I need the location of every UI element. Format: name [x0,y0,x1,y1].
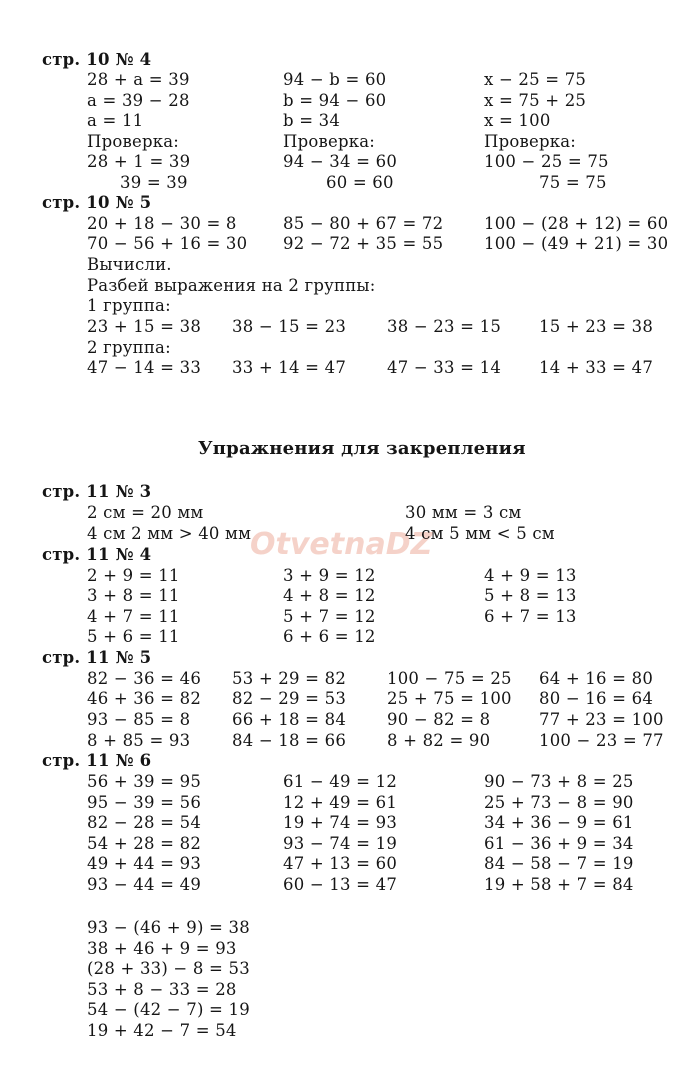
equation: 4 см 5 мм < 5 см [405,524,555,543]
check-label: Проверка: [484,132,577,151]
equation: 92 − 72 + 35 = 55 [283,234,444,253]
equation: 75 = 75 [539,173,607,192]
equation: 77 + 23 = 100 [539,710,664,729]
equation: 4 + 9 = 13 [484,566,577,585]
equation: 23 + 15 = 38 [87,317,202,336]
equation: 14 + 33 = 47 [539,358,654,377]
equation: 47 − 33 = 14 [387,358,502,377]
equation: 90 − 73 + 8 = 25 [484,772,634,791]
equation: 4 + 8 = 12 [283,586,376,605]
equation: 3 + 9 = 12 [283,566,376,585]
equation: 28 + 1 = 39 [87,152,191,171]
equation: 8 + 82 = 90 [387,731,491,750]
instruction-text: Разбей выражения на 2 группы: [87,276,376,295]
equation: 4 см 2 мм > 40 мм [87,524,252,543]
equation: 61 − 36 + 9 = 34 [484,834,634,853]
equation: 19 + 58 + 7 = 84 [484,875,634,894]
group-label: 1 группа: [87,296,171,315]
equation: 100 − 23 = 77 [539,731,664,750]
equation: b = 94 − 60 [283,91,387,110]
equation: 6 + 6 = 12 [283,627,376,646]
equation: 34 + 36 − 9 = 61 [484,813,634,832]
section-heading: стр. 10 № 5 [42,193,152,212]
equation: 84 − 18 = 66 [232,731,347,750]
equation: 2 см = 20 мм [87,503,204,522]
equation: 5 + 8 = 13 [484,586,577,605]
equation: (28 + 33) − 8 = 53 [87,959,250,978]
equation: 8 + 85 = 93 [87,731,191,750]
equation: 80 − 16 = 64 [539,689,654,708]
equation: 53 + 8 − 33 = 28 [87,980,237,999]
equation: 49 + 44 = 93 [87,854,202,873]
equation: 20 + 18 − 30 = 8 [87,214,237,233]
equation: 82 − 28 = 54 [87,813,202,832]
equation: 54 + 28 = 82 [87,834,202,853]
equation: 70 − 56 + 16 = 30 [87,234,248,253]
equation: 94 − b = 60 [283,70,387,89]
equation: 64 + 16 = 80 [539,669,654,688]
equation: 54 − (42 − 7) = 19 [87,1000,250,1019]
equation: 30 мм = 3 см [405,503,522,522]
watermark: OtvetnaDZ [250,527,433,562]
equation: 38 + 46 + 9 = 93 [87,939,237,958]
check-label: Проверка: [87,132,180,151]
equation: 4 + 7 = 11 [87,607,180,626]
equation: 82 − 29 = 53 [232,689,347,708]
equation: 60 − 13 = 47 [283,875,398,894]
equation: 47 + 13 = 60 [283,854,398,873]
equation: 38 − 15 = 23 [232,317,347,336]
page-title: Упражнения для закрепления [198,438,526,459]
equation: 15 + 23 = 38 [539,317,654,336]
equation: 5 + 6 = 11 [87,627,180,646]
equation: 28 + a = 39 [87,70,190,89]
section-heading: стр. 11 № 5 [42,648,152,667]
equation: 38 − 23 = 15 [387,317,502,336]
equation: 93 − 44 = 49 [87,875,202,894]
equation: 61 − 49 = 12 [283,772,398,791]
equation: b = 34 [283,111,341,130]
equation: 100 − (49 + 21) = 30 [484,234,669,253]
equation: 5 + 7 = 12 [283,607,376,626]
equation: 47 − 14 = 33 [87,358,202,377]
equation: 56 + 39 = 95 [87,772,202,791]
instruction-text: Вычисли. [87,255,172,274]
equation: a = 39 − 28 [87,91,190,110]
equation: 100 − 75 = 25 [387,669,512,688]
equation: x = 75 + 25 [484,91,587,110]
section-heading: стр. 11 № 4 [42,545,152,564]
equation: 84 − 58 − 7 = 19 [484,854,634,873]
equation: 6 + 7 = 13 [484,607,577,626]
equation: 95 − 39 = 56 [87,793,202,812]
equation: 39 = 39 [120,173,188,192]
equation: 33 + 14 = 47 [232,358,347,377]
equation: 12 + 49 = 61 [283,793,398,812]
equation: 100 − 25 = 75 [484,152,609,171]
equation: 82 − 36 = 46 [87,669,202,688]
section-heading: стр. 10 № 4 [42,50,152,69]
equation: 46 + 36 = 82 [87,689,202,708]
equation: 19 + 42 − 7 = 54 [87,1021,237,1040]
section-heading: стр. 11 № 3 [42,482,152,501]
equation: 100 − (28 + 12) = 60 [484,214,669,233]
equation: 66 + 18 = 84 [232,710,347,729]
equation: 3 + 8 = 11 [87,586,180,605]
equation: 19 + 74 = 93 [283,813,398,832]
equation: 60 = 60 [326,173,394,192]
equation: 94 − 34 = 60 [283,152,398,171]
section-heading: стр. 11 № 6 [42,751,152,770]
equation: 85 − 80 + 67 = 72 [283,214,444,233]
equation: a = 11 [87,111,144,130]
equation: 93 − (46 + 9) = 38 [87,918,250,937]
equation: 2 + 9 = 11 [87,566,180,585]
equation: 90 − 82 = 8 [387,710,491,729]
equation: 25 + 75 = 100 [387,689,512,708]
equation: 53 + 29 = 82 [232,669,347,688]
equation: 93 − 74 = 19 [283,834,398,853]
check-label: Проверка: [283,132,376,151]
equation: x − 25 = 75 [484,70,587,89]
group-label: 2 группа: [87,338,171,357]
equation: 25 + 73 − 8 = 90 [484,793,634,812]
equation: x = 100 [484,111,551,130]
equation: 93 − 85 = 8 [87,710,191,729]
